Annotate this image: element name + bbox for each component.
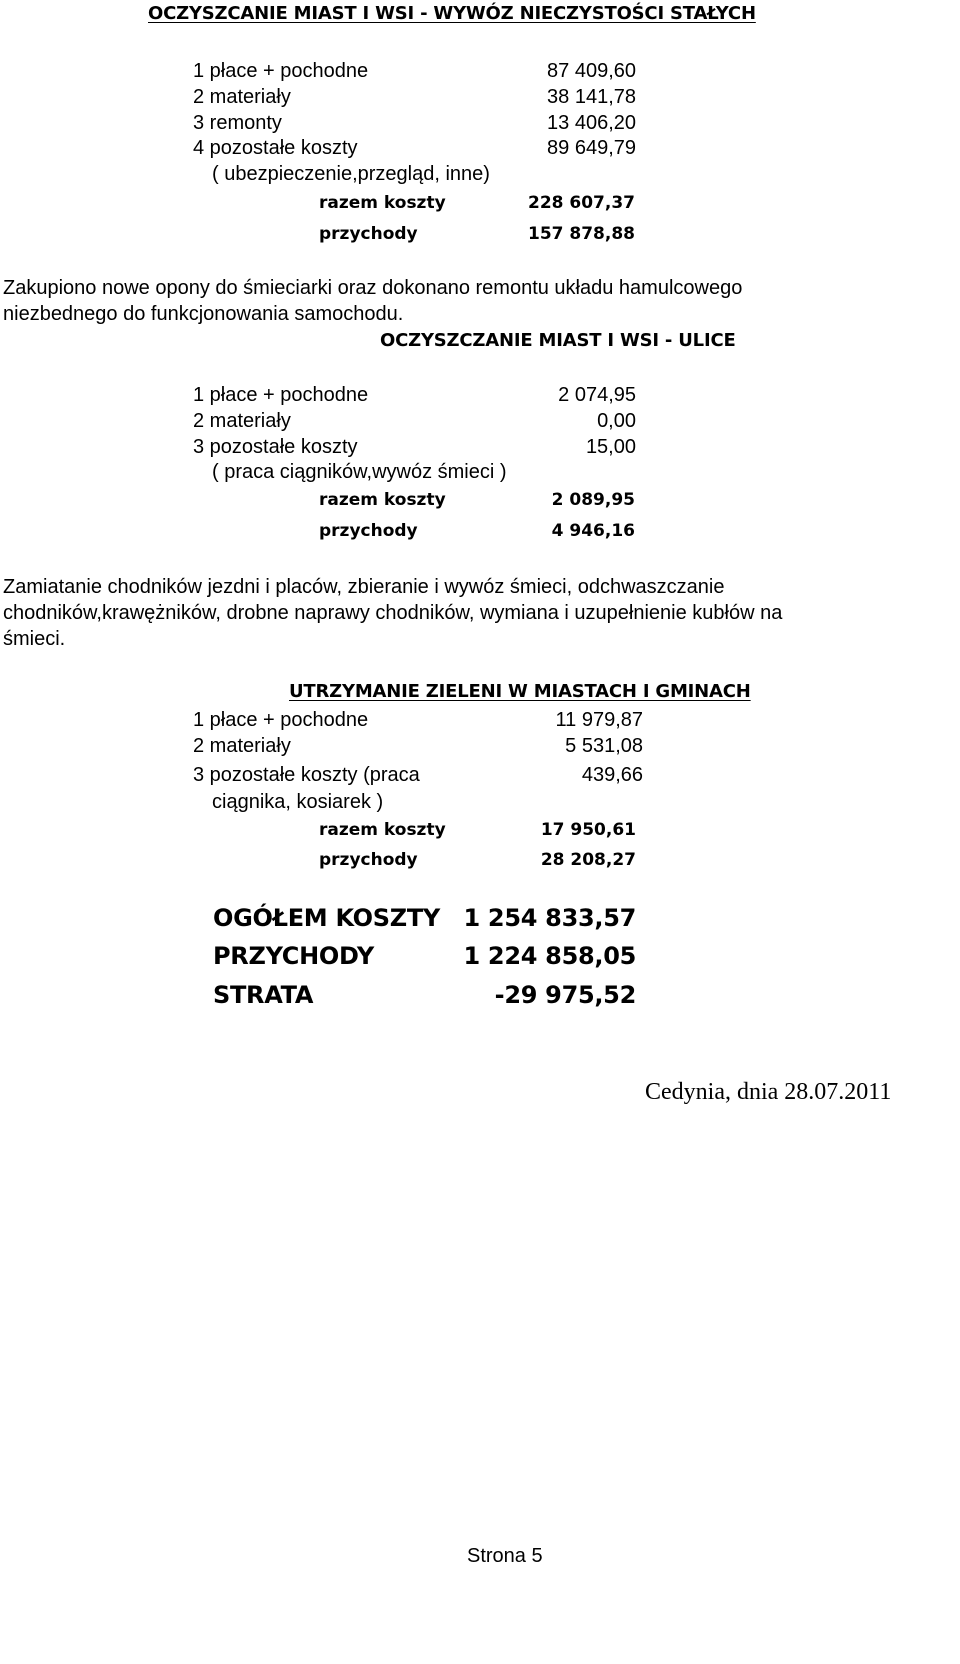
revenue-label: przychody <box>319 850 418 870</box>
summary-loss-label: STRATA <box>213 981 314 1009</box>
section-title-wywoz: OCZYSZCANIE MIAST I WSI - WYWÓZ NIECZYSTOŚCI STAŁYCH <box>148 3 756 24</box>
cost-value: 0,00 <box>597 410 636 432</box>
revenue-value: 28 208,27 <box>540 850 636 870</box>
cost-value: 5 531,08 <box>565 735 643 757</box>
section-title-zielen: UTRZYMANIE ZIELENI W MIASTACH I GMINACH <box>289 681 751 702</box>
cost-value: 439,66 <box>581 764 643 786</box>
cost-value: 89 649,79 <box>547 137 636 159</box>
cost-label: 4 pozostałe koszty <box>193 137 358 159</box>
revenue-value: 157 878,88 <box>527 224 635 244</box>
cost-label: 1 płace + pochodne <box>193 709 369 731</box>
revenue-value: 4 946,16 <box>551 521 635 541</box>
total-costs-value: 17 950,61 <box>540 820 636 840</box>
cost-value: 87 409,60 <box>547 60 636 82</box>
section-title-ulice: OCZYSZCZANIE MIAST I WSI - ULICE <box>380 330 736 351</box>
cost-label: 3 remonty <box>193 112 282 134</box>
cost-label: 2 materiały <box>193 86 291 108</box>
revenue-label: przychody <box>319 521 418 541</box>
revenue-label: przychody <box>319 224 418 244</box>
summary-costs-value: 1 254 833,57 <box>463 904 636 932</box>
cost-label: 3 pozostałe koszty <box>193 436 358 458</box>
summary-revenue-value: 1 224 858,05 <box>463 942 636 970</box>
page-number: Strona 5 <box>467 1545 543 1567</box>
cost-label: 2 materiały <box>193 410 291 432</box>
cost-label: 3 pozostałe koszty (praca <box>193 764 420 786</box>
cost-label: 1 płace + pochodne <box>193 384 369 406</box>
cost-value: 13 406,20 <box>547 112 636 134</box>
total-costs-value: 228 607,37 <box>527 193 635 213</box>
section-description: Zamiatanie chodników jezdni i placów, zbieranie i wywóz śmieci, odchwaszczanie chodników,krawężników, drobne naprawy chodników, wymiana i uzupełnienie kubłów na śmieci. <box>3 576 783 650</box>
cost-note: ( praca ciągników,wywóz śmieci ) <box>212 461 507 483</box>
summary-loss-value: -29 975,52 <box>494 981 636 1009</box>
cost-label: 1 płace + pochodne <box>193 60 369 82</box>
cost-value: 15,00 <box>585 436 636 458</box>
cost-value: 2 074,95 <box>558 384 636 406</box>
cost-value: 11 979,87 <box>555 709 643 731</box>
total-costs-label: razem koszty <box>319 193 446 213</box>
cost-value: 38 141,78 <box>547 86 636 108</box>
section-description: Zakupiono nowe opony do śmieciarki oraz dokonano remontu układu hamulcowego niezbednego do funkcjonowania samochodu. <box>3 277 743 325</box>
total-costs-label: razem koszty <box>319 820 446 840</box>
place-date: Cedynia, dnia 28.07.2011 <box>645 1079 892 1105</box>
total-costs-value: 2 089,95 <box>551 490 635 510</box>
summary-costs-label: OGÓŁEM KOSZTY <box>213 904 441 932</box>
summary-revenue-label: PRZYCHODY <box>213 942 374 970</box>
total-costs-label: razem koszty <box>319 490 446 510</box>
cost-label: 2 materiały <box>193 735 291 757</box>
cost-note: ciągnika, kosiarek ) <box>212 791 384 813</box>
cost-note: ( ubezpieczenie,przegląd, inne) <box>212 163 490 185</box>
